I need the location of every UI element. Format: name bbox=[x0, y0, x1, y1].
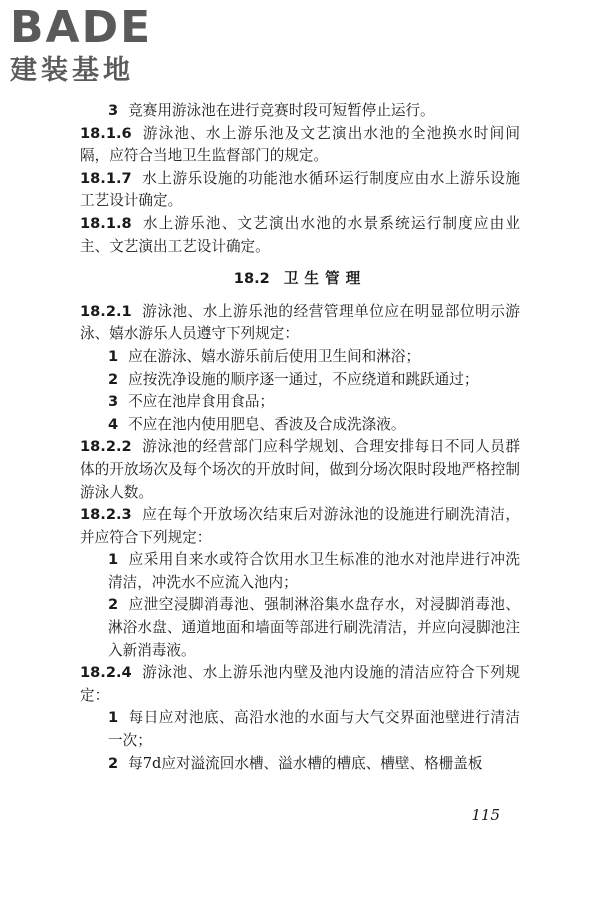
item-text: 不应在池岸食用食品； bbox=[128, 393, 275, 411]
item-text: 竞赛用游泳池在进行竞赛时段可短暂停止运行。 bbox=[128, 102, 435, 119]
section-heading bbox=[80, 268, 520, 291]
item-number: 2 bbox=[108, 596, 119, 614]
logo-subtitle: 建装基地 bbox=[10, 55, 134, 86]
list-item bbox=[80, 414, 520, 437]
list-item bbox=[80, 753, 520, 776]
clause-text: 水上游乐设施的功能池水循环运行制度应由水上游乐设施工艺设计确定。 bbox=[80, 169, 520, 210]
clause-paragraph bbox=[80, 301, 520, 346]
clause-text: 游泳池、水上游乐池内壁及池内设施的清洁应符合下列规定： bbox=[80, 664, 520, 704]
clause-number: 18.1.8 bbox=[80, 214, 132, 232]
clause-number: 18.1.7 bbox=[80, 169, 132, 187]
bade-logo bbox=[10, 2, 180, 88]
list-item bbox=[80, 707, 520, 752]
item-text: 不应在池内使用肥皂、香波及合成洗涤液。 bbox=[128, 415, 406, 433]
item-number: 4 bbox=[108, 415, 119, 433]
clause-paragraph bbox=[80, 213, 520, 258]
clause-paragraph bbox=[80, 662, 520, 707]
section-number: 18.2 bbox=[233, 270, 270, 288]
list-item bbox=[80, 346, 520, 369]
clause-paragraph bbox=[80, 504, 520, 549]
clause-paragraph bbox=[80, 436, 520, 504]
list-item bbox=[80, 391, 520, 414]
item-text: 应按洗净设施的顺序逐一通过，不应绕道和跳跃通过； bbox=[128, 370, 479, 388]
clause-number: 18.2.3 bbox=[80, 506, 132, 524]
section-title: 卫生管理 bbox=[283, 270, 367, 288]
clause-number: 18.1.6 bbox=[80, 124, 132, 142]
document-body bbox=[80, 100, 520, 775]
item-number: 3 bbox=[108, 102, 119, 119]
item-text: 应泄空浸脚消毒池、强制淋浴集水盘存水，对浸脚消毒池、淋浴水盘、通道地面和墙面等部进行刷洗清洁，并应向浸脚池注入新消毒液。 bbox=[108, 596, 520, 659]
clause-paragraph bbox=[80, 168, 520, 213]
list-item bbox=[80, 100, 520, 123]
clause-text: 游泳池、水上游乐池及文艺演出水池的全池换水时间间隔，应符合当地卫生监督部门的规定。 bbox=[80, 124, 520, 165]
list-item bbox=[80, 594, 520, 662]
clause-paragraph bbox=[80, 123, 520, 168]
item-number: 1 bbox=[108, 709, 119, 727]
item-number: 3 bbox=[108, 393, 119, 411]
clause-number: 18.2.4 bbox=[80, 664, 132, 682]
clause-text: 水上游乐池、文艺演出水池的水景系统运行制度应由业主、文艺演出工艺设计确定。 bbox=[80, 214, 520, 255]
clause-text: 游泳池、水上游乐池的经营管理单位应在明显部位明示游泳、嬉水游乐人员遵守下列规定： bbox=[80, 302, 520, 343]
item-text: 应采用自来水或符合饮用水卫生标准的池水对池岸进行冲洗清洁，冲洗水不应流入池内； bbox=[108, 551, 520, 591]
item-text: 应在游泳、嬉水游乐前后使用卫生间和淋浴； bbox=[128, 347, 421, 365]
item-number: 2 bbox=[108, 370, 119, 388]
list-item bbox=[80, 369, 520, 392]
item-number: 2 bbox=[108, 754, 119, 772]
clause-text: 应在每个开放场次结束后对游泳池的设施进行刷洗清洁，并应符合下列规定： bbox=[80, 506, 520, 546]
item-text: 每日应对池底、高沿水池的水面与大气交界面池壁进行清洁一次； bbox=[108, 709, 520, 750]
item-text: 每7d应对溢流回水槽、溢水槽的槽底、槽壁、格栅盖板 bbox=[128, 754, 483, 772]
clause-text: 游泳池的经营部门应科学规划、合理安排每日不同人员群体的开放场次及每个场次的开放时间，做到分场次限时段地严格控制游泳人数。 bbox=[80, 438, 520, 501]
clause-number: 18.2.2 bbox=[80, 438, 132, 456]
page-number: 115 bbox=[471, 806, 500, 824]
logo-mark: BADE bbox=[10, 2, 153, 53]
list-item bbox=[80, 549, 520, 594]
clause-number: 18.2.1 bbox=[80, 302, 132, 320]
item-number: 1 bbox=[108, 551, 119, 569]
item-number: 1 bbox=[108, 347, 119, 365]
